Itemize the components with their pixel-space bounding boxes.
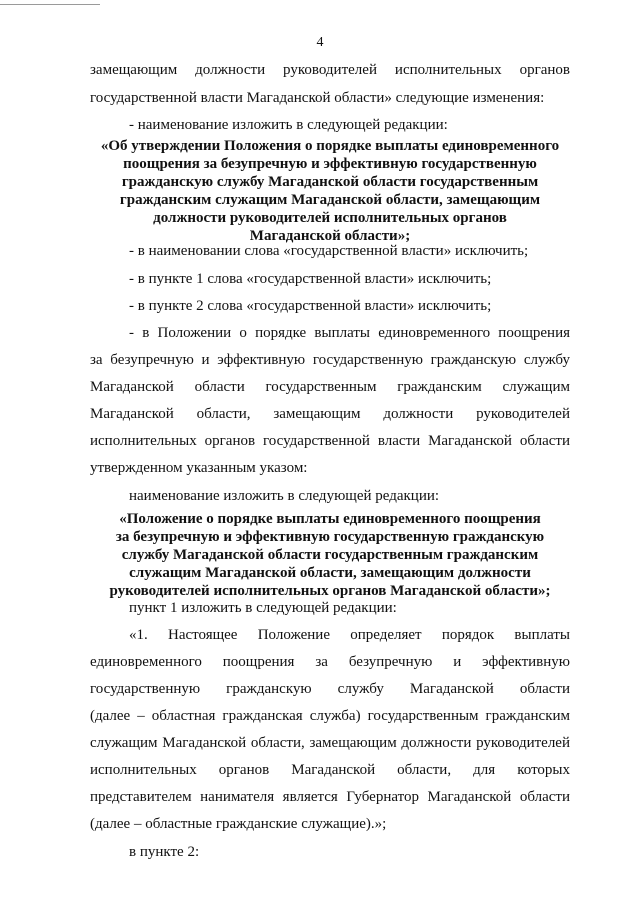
text-line: единовременного поощрения за безупречную и эффективную [90,654,570,670]
text-line: - в Положении о порядке выплаты единовременного поощрения [129,325,570,341]
bold-heading-line: за безупречную и эффективную государственную гражданскую [115,529,545,545]
text-line: государственную гражданскую службу Магаданской области [90,681,570,697]
text-line: пункт 1 изложить в следующей редакции: [129,600,397,616]
text-line: - наименование изложить в следующей редакции: [129,117,448,133]
text-line: государственной власти Магаданской области» следующие изменения: [90,90,545,106]
text-line: исполнительных органов Магаданской области, для которых [90,762,570,778]
text-line: служащим Магаданской области, замещающим должности руководителей [90,735,570,751]
scan-edge-line [0,4,100,5]
text-line: (далее – областная гражданская служба) государственным гражданским [90,708,570,724]
text-line: представителем нанимателя является Губернатор Магаданской области [90,789,570,805]
text-line: Магаданской области, замещающим должности руководителей [90,406,570,422]
text-line: замещающим должности руководителей исполнительных органов [90,62,570,78]
bold-heading-line: службу Магаданской области государственным гражданским [121,547,539,563]
bold-heading-line: «Об утверждении Положения о порядке выплаты единовременного [100,138,560,154]
text-line: «1. Настоящее Положение определяет порядок выплаты [129,627,570,643]
bold-heading-line: должности руководителей исполнительных органов [153,210,507,226]
text-line: (далее – областные гражданские служащие).»; [90,816,387,832]
bold-heading-line: руководителей исполнительных органов Магаданской области»; [109,583,551,599]
text-line: утвержденном указанным указом: [90,460,308,476]
bold-heading-line: служащим Магаданской области, замещающим должности [129,565,531,581]
page-number: 4 [316,35,324,50]
text-line: за безупречную и эффективную государственную гражданскую службу [90,352,570,368]
text-line: - в пункте 1 слова «государственной власти» исключить; [129,271,492,287]
text-line: в пункте 2: [129,844,200,860]
bold-heading-line: Магаданской области»; [249,228,411,244]
text-line: Магаданской области государственным гражданским служащим [90,379,570,395]
text-line: - в наименовании слова «государственной власти» исключить; [129,243,529,259]
text-line: - в пункте 2 слова «государственной власти» исключить; [129,298,492,314]
bold-heading-line: гражданскую службу Магаданской области государственным [121,174,539,190]
bold-heading-line: «Положение о порядке выплаты единовременного поощрения [119,511,541,527]
text-line: наименование изложить в следующей редакции: [129,488,440,504]
bold-heading-line: поощрения за безупречную и эффективную государственную [123,156,537,172]
text-line: исполнительных органов государственной власти Магаданской области [90,433,570,449]
bold-heading-line: гражданским служащим Магаданской области, замещающим [119,192,541,208]
